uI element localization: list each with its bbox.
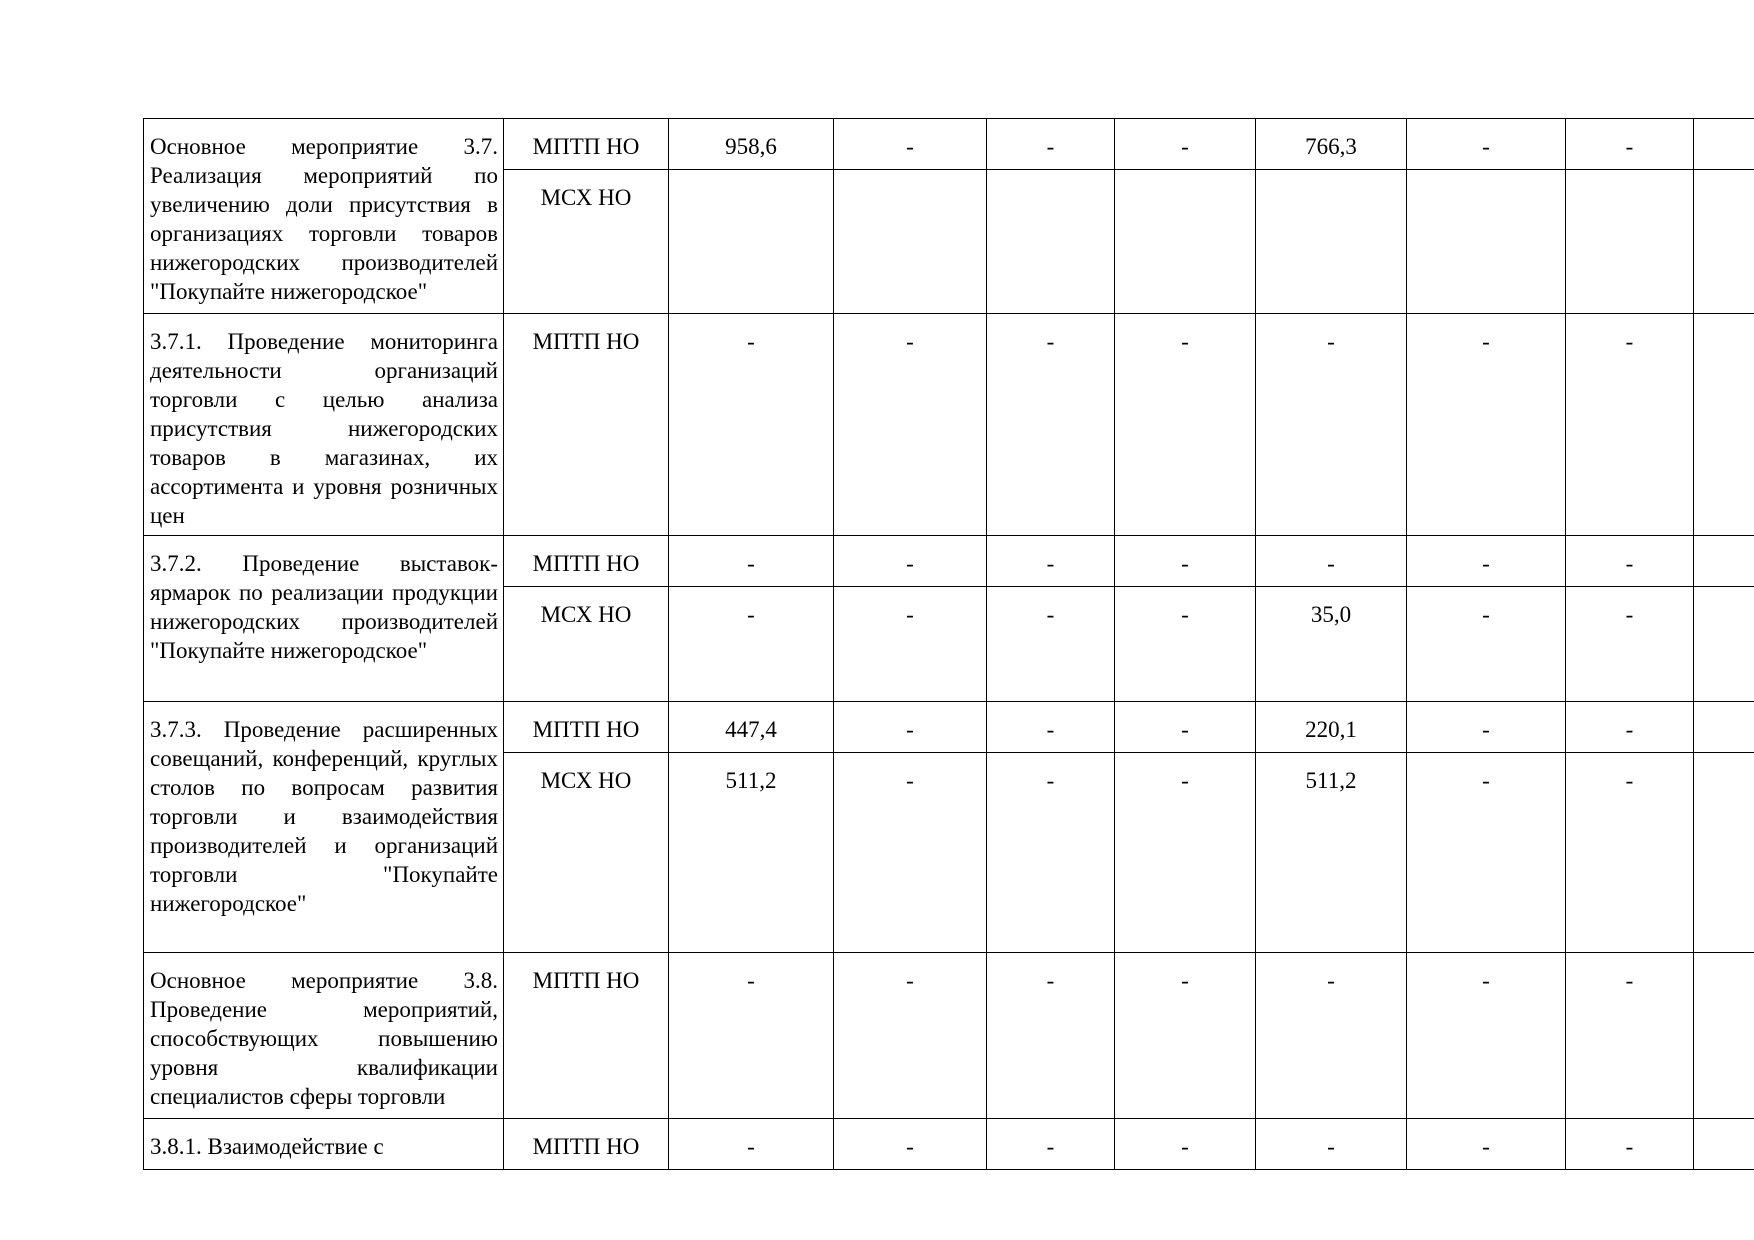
value-cell: - [1115,119,1256,170]
measure-name-cell [144,1119,504,1170]
value-cell [1694,1119,1754,1170]
value-cell: - [834,702,987,753]
value-cell: - [1256,536,1407,587]
value-cell: - [834,587,987,702]
table-row [144,314,1754,536]
value-cell: - [987,953,1115,1119]
measure-name: Основное мероприятие 3.7. Реализация мероприятий по увеличению доли присутствия в организациях торговли товаров нижегородских производителей "Покупайте нижегородское" [150,134,498,304]
value-cell: - [834,1119,987,1170]
measure-name-cell [144,953,504,1119]
value-cell: 766,3 [1256,119,1407,170]
value-cell: - [834,314,987,536]
executor-cell: МСХ НО [504,587,669,702]
value-cell: - [834,536,987,587]
value-cell: - [1256,1119,1407,1170]
executor-cell: МПТП НО [504,953,669,1119]
value-cell: - [1407,1119,1566,1170]
value-cell: - [1256,314,1407,536]
value-cell: - [1566,536,1694,587]
measure-name: 3.7.3. Проведение расширенных совещаний, конференций, круглых столов по вопросам развития торговли и взаимодействия производителей и организаций торговли "Покупайте нижегородское" [150,717,498,916]
value-cell: 35,0 [1256,587,1407,702]
value-cell: - [987,314,1115,536]
value-cell: - [987,1119,1115,1170]
value-cell: - [834,953,987,1119]
value-cell: - [1407,119,1566,170]
value-cell: - [1115,314,1256,536]
measure-name-cell [144,536,504,702]
value-cell: - [1407,314,1566,536]
value-cell: - [669,953,834,1119]
measure-name-cell [144,119,504,314]
value-cell: - [1115,702,1256,753]
executor-cell: МПТП НО [504,119,669,170]
value-cell: - [1566,587,1694,702]
value-cell: 958,6 [669,119,834,170]
value-cell [834,170,987,314]
value-cell [1256,170,1407,314]
value-cell [1407,170,1566,314]
measure-name-cell [144,314,504,536]
value-cell [1694,170,1754,314]
value-cell: - [1115,1119,1256,1170]
value-cell: - [987,702,1115,753]
value-cell: - [1566,314,1694,536]
value-cell [987,170,1115,314]
value-cell: - [987,119,1115,170]
executor-cell: МСХ НО [504,753,669,953]
value-cell [1694,587,1754,702]
value-cell [1694,314,1754,536]
value-cell [1694,753,1754,953]
value-cell: - [1115,536,1256,587]
value-cell: - [1566,1119,1694,1170]
value-cell: - [1407,753,1566,953]
value-cell: - [1115,953,1256,1119]
value-cell: - [669,1119,834,1170]
measure-name: 3.7.1. Проведение мониторинга деятельности организаций торговли с целью анализа присутствия нижегородских товаров в магазинах, их ассортимента и уровня розничных цен [150,329,498,528]
value-cell: - [834,119,987,170]
value-cell [1115,170,1256,314]
value-cell: - [1115,587,1256,702]
table-row [144,953,1754,1119]
measure-name-cell [144,702,504,953]
value-cell [1694,119,1754,170]
measure-name: 3.7.2. Проведение выставок-ярмарок по реализации продукции нижегородских производителей "Покупайте нижегородское" [150,551,498,663]
value-cell: 511,2 [1256,753,1407,953]
value-cell: - [1407,953,1566,1119]
executor-cell: МПТП НО [504,536,669,587]
value-cell: - [987,536,1115,587]
value-cell: - [987,587,1115,702]
value-cell: - [669,587,834,702]
measure-name: Основное мероприятие 3.8. Проведение мероприятий, способствующих повышению уровня квалификации специалистов сферы торговли [150,968,498,1109]
value-cell: - [834,753,987,953]
table-row [144,119,1754,170]
value-cell: - [987,753,1115,953]
value-cell: 220,1 [1256,702,1407,753]
value-cell: - [1407,702,1566,753]
value-cell [1694,702,1754,753]
value-cell [1694,953,1754,1119]
value-cell: - [1115,753,1256,953]
value-cell: - [1566,702,1694,753]
executor-cell: МПТП НО [504,1119,669,1170]
value-cell [669,170,834,314]
value-cell: 511,2 [669,753,834,953]
value-cell: - [1566,953,1694,1119]
program-measures-table [143,118,1754,1170]
value-cell [1694,536,1754,587]
value-cell: - [1407,536,1566,587]
table-row [144,702,1754,753]
value-cell: - [1256,953,1407,1119]
value-cell: - [669,536,834,587]
measure-name: 3.8.1. Взаимодействие с [150,1134,384,1159]
value-cell: - [669,314,834,536]
value-cell: - [1407,587,1566,702]
executor-cell: МПТП НО [504,314,669,536]
executor-cell: МСХ НО [504,170,669,314]
table-row [144,1119,1754,1170]
value-cell: - [1566,753,1694,953]
value-cell [1566,170,1694,314]
value-cell: 447,4 [669,702,834,753]
value-cell: - [1566,119,1694,170]
table-row [144,536,1754,587]
executor-cell: МПТП НО [504,702,669,753]
